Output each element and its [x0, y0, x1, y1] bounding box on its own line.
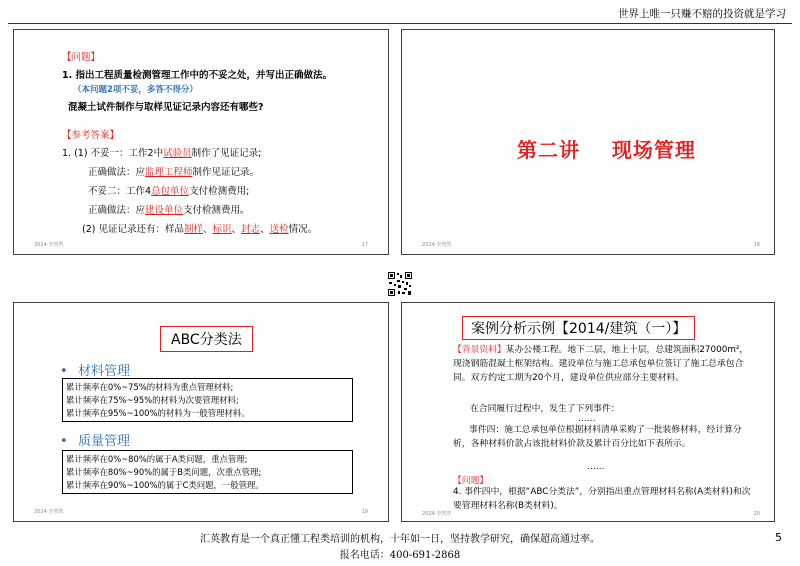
- separator: 、: [203, 224, 213, 235]
- answer-keyword: 总包单位: [151, 186, 190, 197]
- answer-tag: 【参考答案】: [62, 130, 120, 141]
- box-line: 累计频率在75%~95%的材料为次要管理材料;: [66, 394, 239, 405]
- bullet-dot-icon: •: [60, 434, 68, 449]
- answer-text: 支付检测费用。: [183, 205, 250, 216]
- answer-line-2: [88, 164, 259, 178]
- quality-box: [62, 450, 353, 494]
- separator: 、: [260, 224, 270, 235]
- page-header-slogan: 世界上唯一只赚不赔的投资就是学习: [618, 8, 786, 20]
- slide-footer-author: 2024·李然然: [34, 509, 64, 515]
- answer-keyword: 送检: [269, 224, 289, 235]
- answer-keyword: 标识: [212, 224, 232, 235]
- background-paragraph: [453, 344, 756, 385]
- material-box: [62, 378, 353, 422]
- question-tag: 【问题】: [453, 476, 489, 486]
- answer-text: 支付检测费用;: [189, 186, 250, 197]
- question-text: 4. 事件四中，根据“ABC分类法”，分别指出重点管理材料名称(A类材料)和次要管理材料名称(B类材料)。: [453, 487, 751, 511]
- question-1: 1. 指出工程质量检测管理工作中的不妥之处，并写出正确做法。: [62, 70, 333, 81]
- answer-text: (2) 见证记录还有：样品: [82, 224, 184, 235]
- abc-method-title: ABC分类法: [160, 326, 253, 352]
- background-tag: 【背景资料】: [453, 345, 506, 355]
- answer-line-3: [88, 183, 249, 197]
- header-divider: [8, 23, 792, 24]
- slide-footer-author: 2024·李然然: [422, 511, 452, 517]
- bullet-label: 材料管理: [78, 364, 131, 379]
- event-four: 事件四：施工总承包单位根据材料清单采购了一批装修材料，经计算分析，各种材料价款占该批材料价款及累计百分比如下表所示。: [453, 425, 742, 449]
- slide-17: [13, 29, 389, 255]
- answer-text: 正确做法：应: [88, 167, 146, 178]
- qr-code-icon: [387, 271, 413, 297]
- slide-number: 17: [361, 242, 368, 248]
- box-line: 累计频率在80%~90%的属于B类问题，次重点管理;: [66, 466, 262, 477]
- background-text: 某办公楼工程。地下二层，地上十层，总建筑面积27000m²，现浇钢筋混凝土框架结构。建设单位与施工总承包单位签订了施工总承包合同。双方约定工期为20个月，建设单位供应部分主要材料。: [453, 345, 749, 383]
- ellipsis: ……: [578, 414, 596, 424]
- answer-keyword: 建设单位: [145, 205, 184, 216]
- slide-number: 20: [753, 511, 760, 517]
- section-title: 第二讲 现场管理: [517, 138, 696, 162]
- footer-promo: 汇英教育是一个真正懂工程类培训的机构，十年如一日，坚持教学研究，确保超高通过率。: [200, 534, 600, 545]
- answer-text: 不妥二：工作4: [88, 186, 152, 197]
- answer-keyword: 封志: [241, 224, 261, 235]
- slide-number: 19: [361, 509, 368, 515]
- separator: 、: [231, 224, 242, 235]
- bullet-material: [60, 360, 130, 379]
- question-2: 混凝土试件制作与取样见证记录内容还有哪些?: [68, 102, 264, 113]
- question-tag: 【问题】: [62, 52, 101, 63]
- bullet-dot-icon: •: [60, 364, 68, 379]
- answer-line-4: [88, 202, 250, 216]
- answer-text: 1. (1) 不妥一：工作2中: [62, 148, 164, 159]
- answer-line-5: [82, 221, 317, 235]
- question-note: （本问题2项不妥，多答不得分）: [73, 85, 198, 95]
- answer-text: 制作见证记录。: [192, 167, 260, 178]
- slide-19: [13, 302, 389, 522]
- slide-footer-author: 2024·李然然: [34, 242, 64, 248]
- ellipsis: ……: [587, 462, 605, 472]
- slide-18: [401, 29, 775, 255]
- answer-keyword: 试验员: [163, 148, 192, 159]
- event-intro: 在合同履行过程中，发生了下列事件：: [470, 404, 620, 414]
- case-title: 案例分析示例【2014/建筑（一）】: [462, 316, 695, 340]
- answer-text: 制作了见证记录;: [191, 148, 262, 159]
- slide-number: 18: [753, 242, 760, 248]
- box-line: 累计频率在90%~100%的属于C类问题，一般管理。: [66, 479, 264, 490]
- slide-20: [401, 302, 775, 522]
- slide-footer-author: 2024·李然然: [422, 242, 452, 248]
- box-line: 累计频率在0%~75%的材料为重点管理材料;: [66, 382, 234, 392]
- answer-line-1: [62, 145, 261, 159]
- footer-phone: 报名电话：400-691-2868: [339, 550, 461, 561]
- answer-keyword: 监理工程师: [145, 167, 193, 178]
- answer-keyword: 制样: [183, 224, 203, 235]
- box-line: 累计频率在95%~100%的材料为一般管理材料。: [66, 407, 250, 418]
- bullet-label: 质量管理: [78, 434, 131, 449]
- answer-text: 情况。: [288, 224, 318, 235]
- bullet-quality: [60, 430, 130, 449]
- page-number: 5: [775, 531, 782, 544]
- answer-text: 正确做法：应: [88, 205, 146, 216]
- box-line: 累计频率在0%~80%的属于A类问题，重点管理;: [66, 454, 248, 464]
